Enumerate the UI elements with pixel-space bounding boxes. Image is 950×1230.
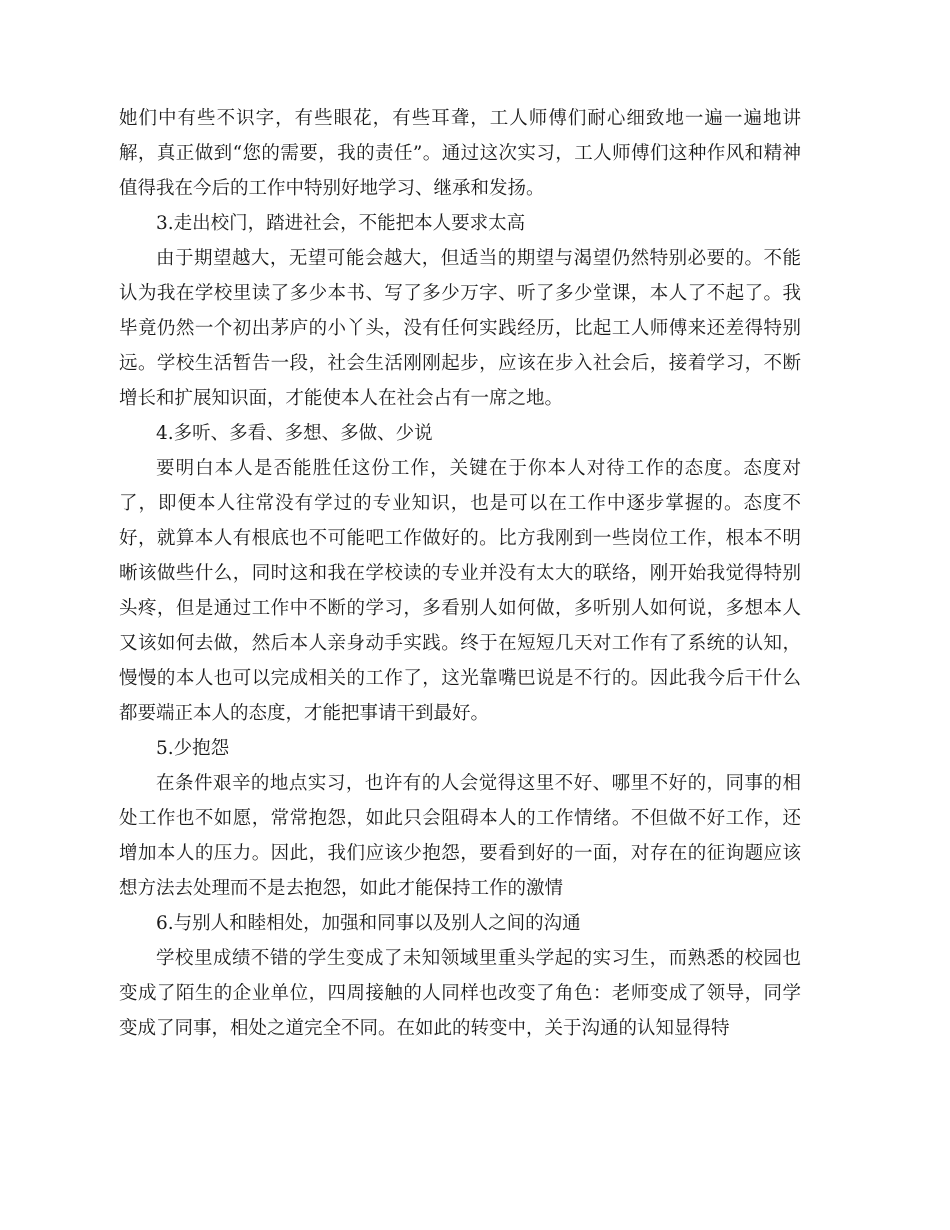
paragraph-communication: 学校里成绩不错的学生变成了未知领域里重头学起的实习生，而熟悉的校园也变成了陌生的企业单位，四周接触的人同样也改变了角色：老师变成了领导，同学变成了同事，相处之道完全不同。在如此的转变中，关于沟通的认知显得特: [119, 948, 801, 1039]
section-heading-3: 3.走出校门，踏进社会，不能把本人要求太高: [156, 213, 526, 234]
paragraph-attitude: 要明白本人是否能胜任这份工作，关键在于你本人对待工作的态度。态度对了，即便本人往常没有学过的专业知识，也是可以在工作中逐步掌握的。态度不好，就算本人有根底也不可能吧工作做好的。比方我刚到一些岗位工作，根本不明晰该做些什么，同时这和我在学校读的专业并没有太大的联络，刚开始我觉得特别头疼，但是通过工作中不断的学习，多看别人如何做，多听别人如何说，多想本人又该如何去做，然后本人亲身动手实践。终于在短短几天对工作有了系统的认知，慢慢的本人也可以完成相关的工作了，这光靠嘴巴说是不行的。因此我今后干什么都要端正本人的态度，才能把事请干到最好。: [119, 458, 801, 724]
section-heading-4: 4.多听、多看、多想、多做、少说: [156, 423, 433, 444]
section-heading-5: 5.少抱怨: [156, 738, 230, 759]
document-body: [119, 101, 801, 1046]
paragraph-complaints: 在条件艰辛的地点实习，也许有的人会觉得这里不好、哪里不好的，同事的相处工作也不如愿，常常抱怨，如此只会阻碍本人的工作情绪。不但做不好工作，还增加本人的压力。因此，我们应该少抱怨，要看到好的一面，对存在的征询题应该想方法去处理而不是去抱怨，如此才能保持工作的激情: [119, 773, 801, 899]
paragraph-expectations: 由于期望越大，无望可能会越大，但适当的期望与渴望仍然特别必要的。不能认为我在学校里读了多少本书、写了多少万字、听了多少堂课，本人了不起了。我毕竟仍然一个初出茅庐的小丫头，没有任何实践经历，比起工人师傅来还差得特别远。学校生活暂告一段，社会生活刚刚起步，应该在步入社会后，接着学习，不断增长和扩展知识面，才能使本人在社会占有一席之地。: [119, 248, 801, 409]
paragraph-continued: 她们中有些不识字，有些眼花，有些耳聋，工人师傅们耐心细致地一遍一遍地讲解，真正做到“您的需要，我的责任”。通过这次实习，工人师傅们这种作风和精神值得我在今后的工作中特别好地学习、继承和发扬。: [119, 108, 801, 199]
section-heading-6: 6.与别人和睦相处，加强和同事以及别人之间的沟通: [156, 913, 581, 934]
